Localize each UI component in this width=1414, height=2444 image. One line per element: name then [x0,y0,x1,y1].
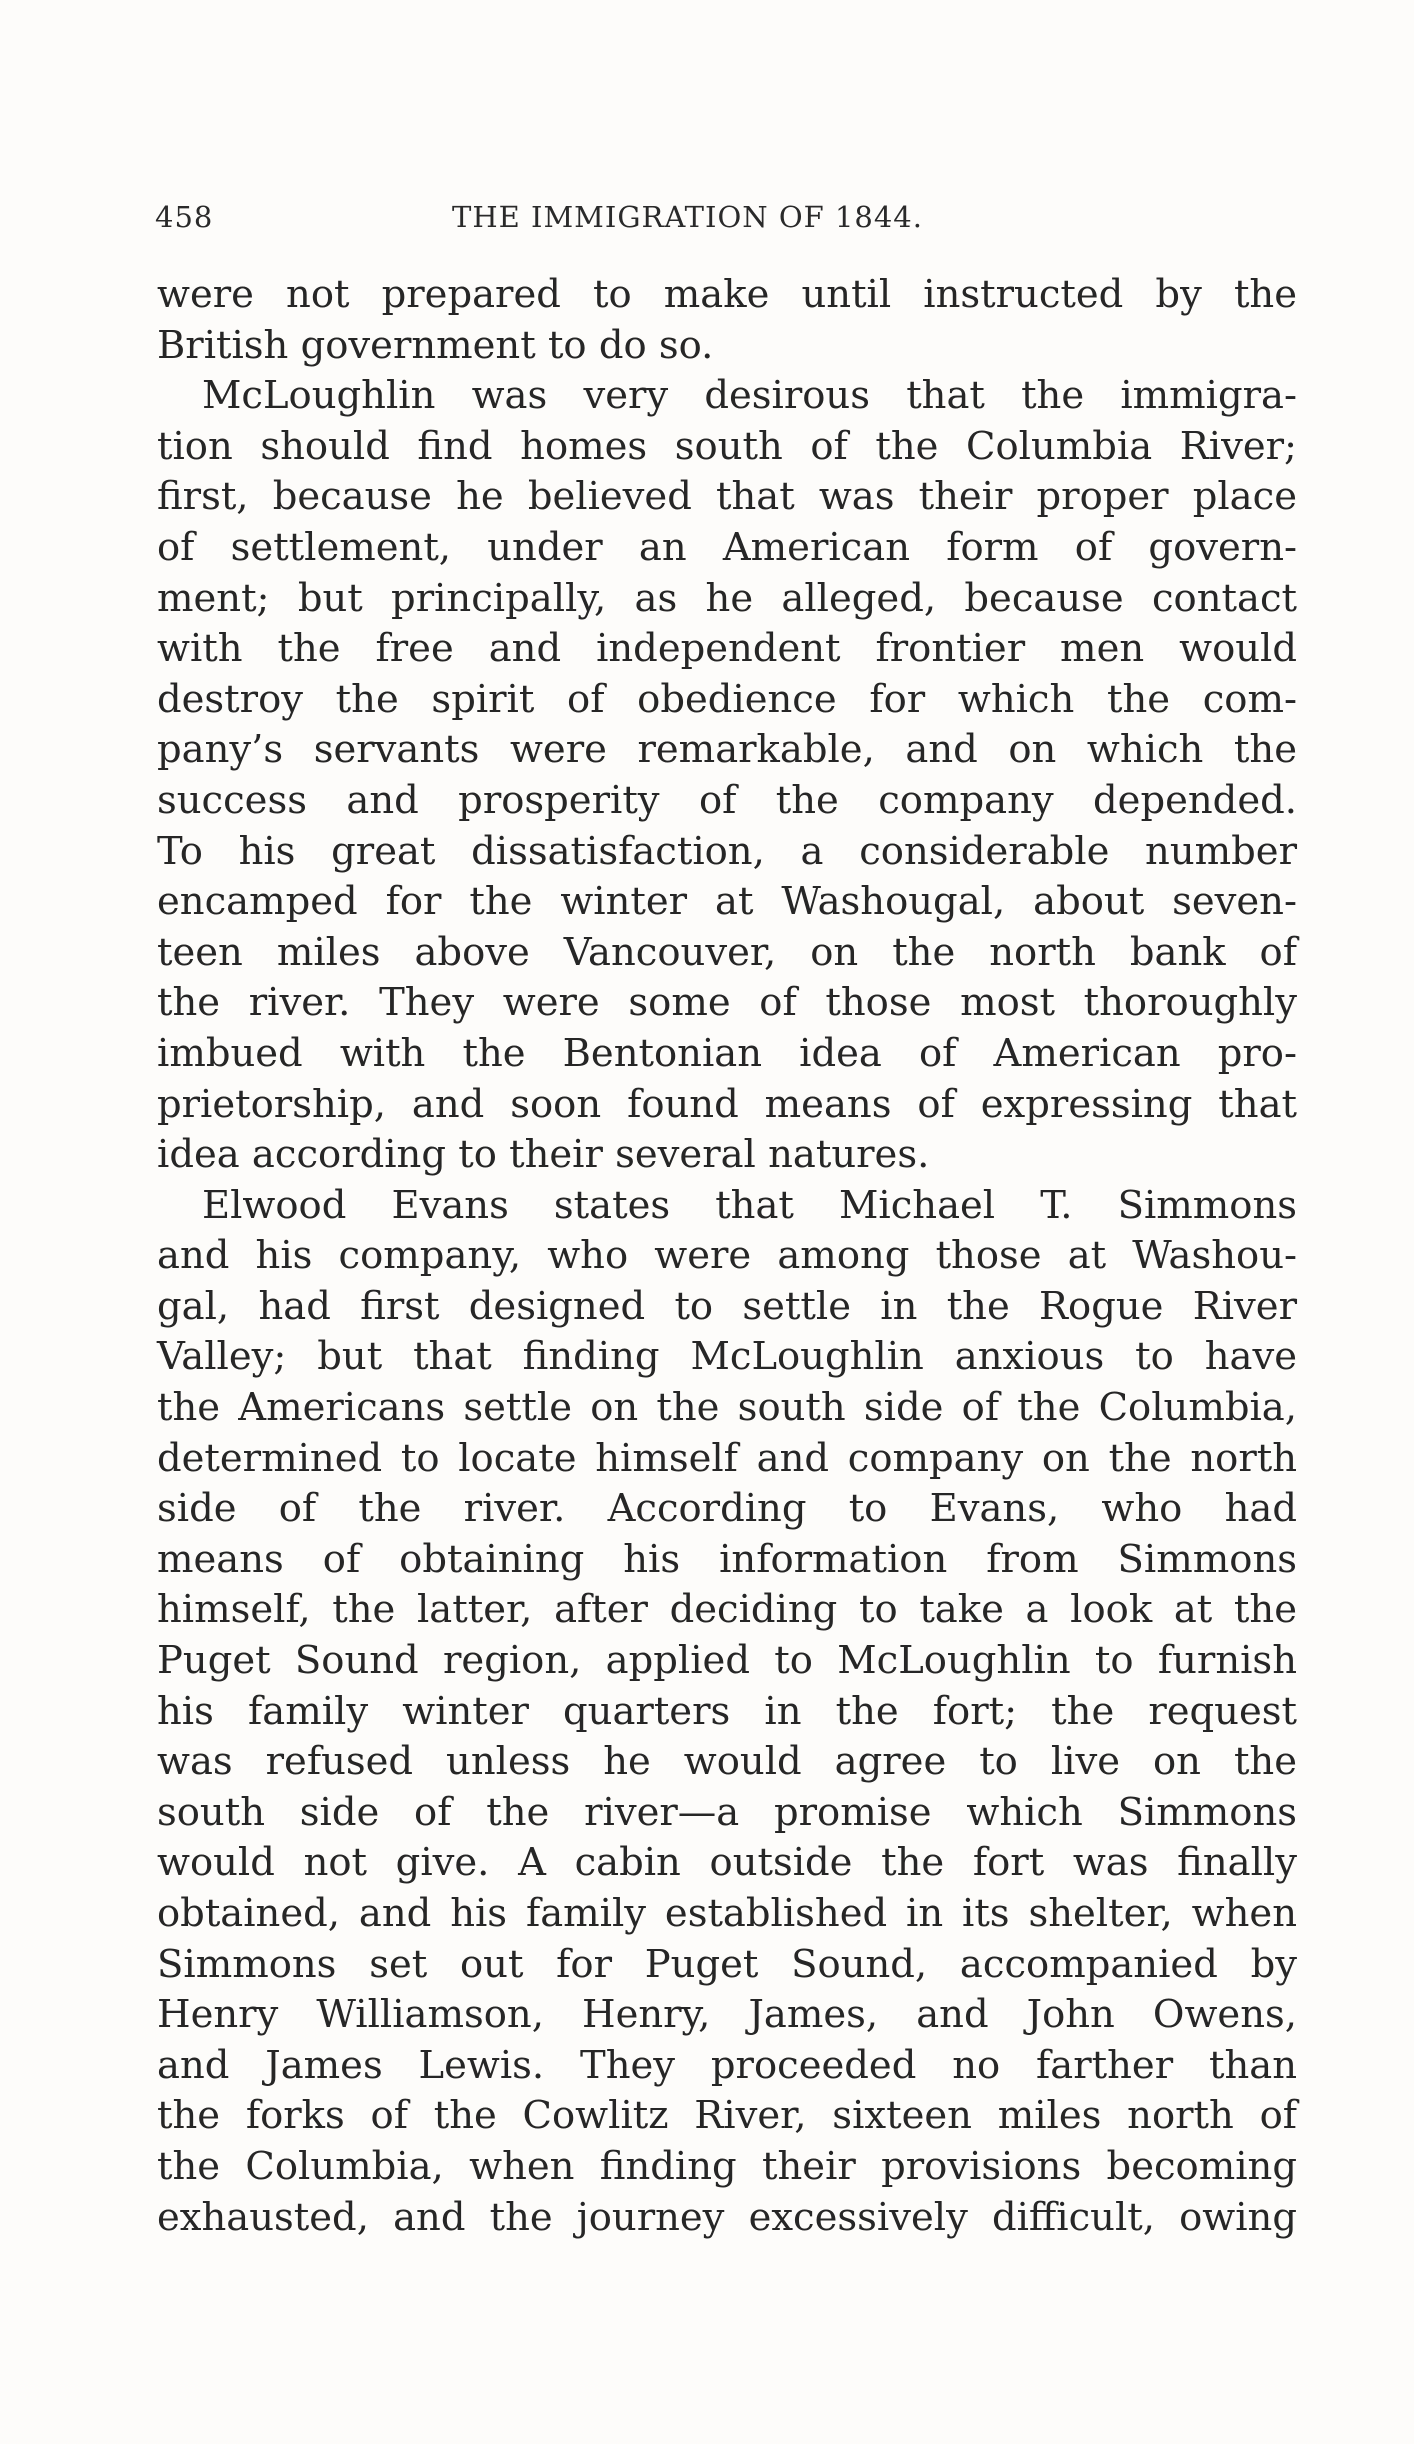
paragraph-start-line: Elwood Evans states that Michael T. Simmons [202,1182,1297,1228]
text-line: side of the river. According to Evans, who had [157,1486,1297,1532]
text-line: gal, had first designed to settle in the Rogue River [157,1283,1297,1329]
text-line: Simmons set out for Puget Sound, accompanied by [157,1941,1297,1987]
text-line: idea according to their several natures. [157,1132,930,1178]
text-line: first, because he believed that was their proper place [157,474,1297,520]
body-text [157,270,1297,2243]
text-line: Puget Sound region, applied to McLoughlin to furnish [157,1638,1297,1684]
running-head [155,200,1305,250]
text-line: Valley; but that finding McLoughlin anxious to have [157,1334,1297,1380]
chapter-title: THE IMMIGRATION OF 1844. [452,200,923,234]
text-line: the Americans settle on the south side of the Columbia, [157,1385,1297,1431]
text-line: imbued with the Bentonian idea of American pro- [157,1030,1297,1076]
text-line: tion should find homes south of the Columbia River; [157,423,1297,469]
text-line: would not give. A cabin outside the fort was finally [157,1840,1297,1886]
text-line: teen miles above Vancouver, on the north bank of [157,929,1297,975]
text-line: of settlement, under an American form of govern- [157,524,1297,570]
text-line: and James Lewis. They proceeded no farther than [157,2042,1297,2088]
text-line: the river. They were some of those most thoroughly [157,980,1297,1026]
text-line: south side of the river—a promise which Simmons [157,1789,1297,1835]
text-line: ment; but principally, as he alleged, because contact [157,575,1297,621]
text-line: British government to do so. [157,322,714,368]
text-line: encamped for the winter at Washougal, about seven- [157,879,1297,925]
text-line: obtained, and his family established in its shelter, when [157,1891,1297,1936]
paragraph-start-line: McLoughlin was very desirous that the immigra- [202,373,1297,419]
text-line: exhausted, and the journey excessively difficult, owing [157,2194,1297,2240]
text-line: was refused unless he would agree to live on the [157,1739,1297,1785]
text-line: To his great dissatisfaction, a considerable number [157,828,1297,874]
text-line: Henry Williamson, Henry, James, and John Owens, [157,1992,1297,2038]
text-line: the Columbia, when finding their provisions becoming [157,2143,1297,2189]
text-line: himself, the latter, after deciding to take a look at the [157,1587,1297,1633]
page-number: 458 [155,200,214,234]
text-line: destroy the spirit of obedience for which the com- [157,676,1297,722]
text-line: with the free and independent frontier men would [157,626,1297,672]
text-line: pany’s servants were remarkable, and on which the [157,727,1297,773]
text-line: means of obtaining his information from Simmons [157,1536,1297,1582]
text-line: the forks of the Cowlitz River, sixteen miles north of [157,2093,1297,2139]
text-line: were not prepared to make until instructed by the [157,272,1297,317]
text-line: prietorship, and soon found means of expressing that [157,1081,1297,1127]
text-line: and his company, who were among those at Washou- [157,1233,1297,1279]
text-line: his family winter quarters in the fort; the request [157,1688,1297,1734]
text-line: determined to locate himself and company on the north [157,1435,1297,1481]
text-line: success and prosperity of the company depended. [157,777,1297,823]
